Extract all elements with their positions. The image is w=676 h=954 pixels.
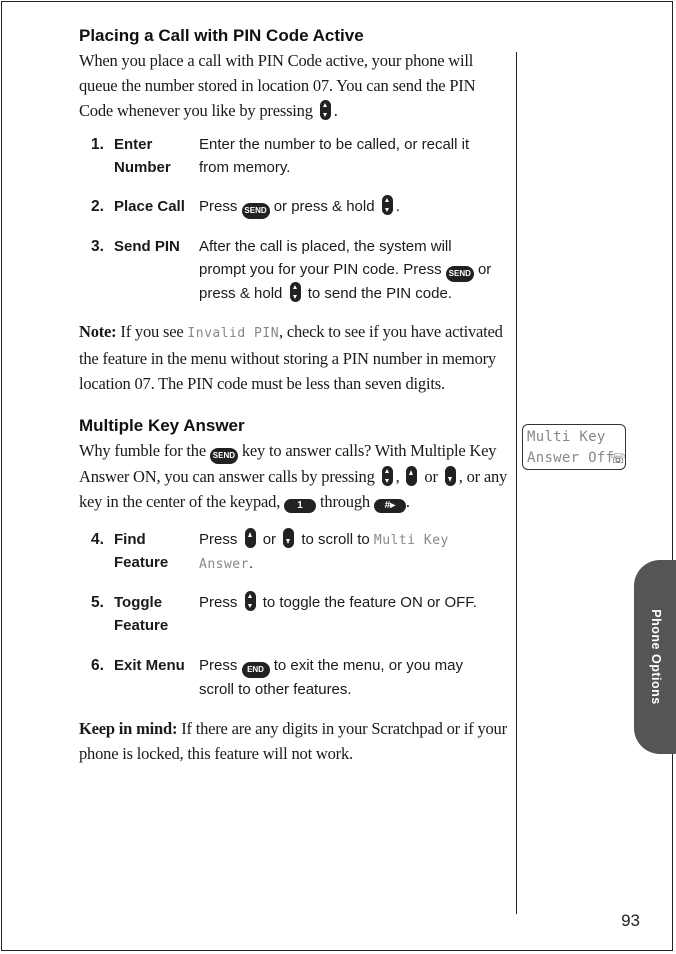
desc-text: or bbox=[262, 531, 277, 548]
scroll-key-icon bbox=[245, 591, 256, 611]
step-number: 5. bbox=[91, 594, 104, 611]
step-exit-menu bbox=[79, 654, 511, 716]
desc-text: Press bbox=[199, 657, 238, 674]
margin-divider bbox=[516, 52, 517, 914]
pin-call-intro-text: When you place a call with PIN Code active, your phone will queue the number stored in location 07. You can send the PIN Code whenever you like by pressing bbox=[79, 51, 476, 120]
intro-text: Why fumble for the bbox=[79, 441, 206, 460]
scroll-down-key-icon bbox=[445, 466, 456, 486]
step-number: 1. bbox=[91, 136, 104, 153]
desc-text: Press bbox=[199, 531, 238, 548]
lcd-line-1: Multi Key bbox=[527, 429, 606, 445]
step-label: Send PIN bbox=[114, 238, 180, 255]
note-label: Note: bbox=[79, 322, 117, 341]
step-number: 3. bbox=[91, 238, 104, 255]
step-label: Toggle Feature bbox=[114, 594, 169, 634]
intro-text: . bbox=[405, 492, 410, 511]
main-content bbox=[79, 24, 511, 766]
scroll-key-icon bbox=[382, 466, 393, 486]
step-enter-number bbox=[79, 133, 511, 195]
keep-in-mind-label: Keep in mind: bbox=[79, 719, 178, 738]
scroll-up-key-icon bbox=[406, 466, 417, 486]
step-description bbox=[199, 195, 499, 219]
send-key-icon: SEND bbox=[242, 203, 270, 219]
step-label: Find Feature bbox=[114, 531, 169, 571]
step-description: Enter the number to be called, or recall it from memory. bbox=[199, 136, 470, 176]
desc-text: to send the PIN code. bbox=[307, 285, 452, 302]
scroll-key-icon bbox=[290, 282, 301, 302]
step-description bbox=[199, 591, 499, 614]
desc-text: to scroll to bbox=[301, 531, 370, 548]
lcd-message-invalid-pin: Invalid PIN bbox=[187, 326, 280, 341]
end-key-icon: END bbox=[242, 662, 270, 678]
desc-text: After the call is placed, the system will prompt you for your PIN code. Press bbox=[199, 238, 452, 278]
intro-text: or bbox=[424, 467, 438, 486]
page-number: 93 bbox=[621, 911, 640, 930]
keep-in-mind-paragraph bbox=[79, 716, 511, 766]
step-send-pin bbox=[79, 235, 511, 319]
scroll-key-icon bbox=[382, 195, 393, 215]
key-one-icon: 1 bbox=[284, 499, 316, 513]
desc-text: . bbox=[248, 555, 254, 572]
scroll-up-key-icon bbox=[245, 528, 256, 548]
desc-text: . bbox=[395, 198, 400, 215]
desc-text: to exit the menu, or you may scroll to other features. bbox=[199, 657, 463, 698]
section-heading-pin-call: Placing a Call with PIN Code Active bbox=[79, 26, 364, 45]
keep-in-mind-text: If there are any digits in your Scratchpad or if your phone is locked, this feature will not work. bbox=[79, 719, 507, 763]
desc-text: or press & hold bbox=[273, 198, 375, 215]
step-number: 2. bbox=[91, 198, 104, 215]
desc-text: Press bbox=[199, 198, 238, 215]
step-label: Enter Number bbox=[114, 136, 171, 176]
note-text: If you see bbox=[120, 322, 184, 341]
key-pound-icon: #▸ bbox=[374, 499, 406, 513]
lcd-display bbox=[522, 424, 626, 470]
desc-text: to toggle the feature ON or OFF. bbox=[262, 594, 477, 611]
step-label: Place Call bbox=[114, 198, 185, 215]
phone-icon: ☏ bbox=[610, 452, 627, 467]
intro-text: through bbox=[320, 492, 370, 511]
intro-text: key to answer calls? With Multiple Key Answer ON, you can answer calls by pressing bbox=[79, 441, 497, 486]
multi-key-intro bbox=[79, 438, 511, 514]
step-description bbox=[199, 654, 499, 701]
intro-text: , or any key in the center of the keypad, bbox=[79, 467, 508, 511]
scroll-down-key-icon bbox=[283, 528, 294, 548]
step-place-call bbox=[79, 195, 511, 235]
intro-text: , bbox=[395, 467, 400, 486]
step-number: 6. bbox=[91, 657, 104, 674]
note-paragraph bbox=[79, 319, 511, 396]
step-label: Exit Menu bbox=[114, 657, 185, 674]
send-key-icon: SEND bbox=[446, 266, 474, 282]
side-tab-label: Phone Options bbox=[649, 609, 663, 705]
step-description bbox=[199, 235, 499, 305]
note-text: , check to see if you have activated the feature in the menu without storing a PIN number in memory location 07. The PIN code must be less than seven digits. bbox=[79, 322, 503, 393]
send-key-icon: SEND bbox=[210, 448, 238, 464]
pin-call-intro-end: . bbox=[333, 101, 338, 120]
step-number: 4. bbox=[91, 531, 104, 548]
side-tab-phone-options bbox=[634, 560, 676, 754]
desc-text: or press & hold bbox=[199, 261, 492, 302]
lcd-message-multi-key: Multi Key Answer bbox=[199, 533, 449, 572]
step-description bbox=[199, 528, 499, 576]
pin-call-intro bbox=[79, 48, 511, 123]
lcd-line-2: Answer Off bbox=[527, 450, 615, 466]
step-toggle-feature bbox=[79, 591, 511, 654]
scroll-key-icon bbox=[320, 100, 331, 120]
desc-text: Press bbox=[199, 594, 238, 611]
section-heading-multi-key: Multiple Key Answer bbox=[79, 416, 245, 435]
step-find-feature bbox=[79, 528, 511, 591]
